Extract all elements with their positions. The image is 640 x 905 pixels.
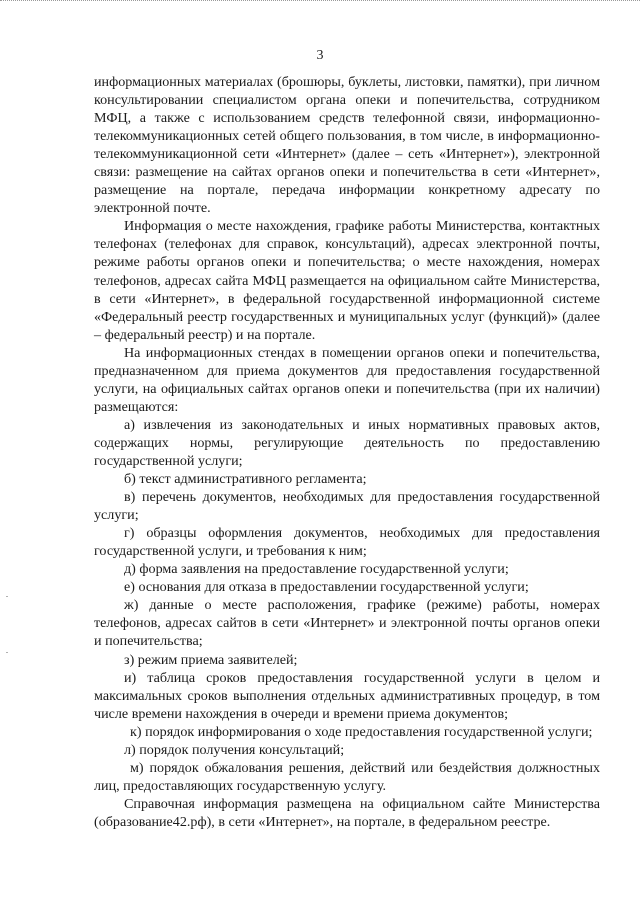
document-body — [94, 73, 600, 831]
scan-speck — [6, 596, 8, 597]
list-item-m: м) порядок обжалования решения, действий или бездействия должностных лиц, предоставляющих государственную услугу. — [94, 759, 600, 794]
list-item-v: в) перечень документов, необходимых для предоставления государственной услуги; — [94, 489, 600, 524]
paragraph-location-info: Информация о месте нахождения, графике работы Министерства, контактных телефонах (телефонах для справок, консультаций), адресах электронной почты, режиме работы органов опеки и попечительства; о месте нахождения, номерах телефонов, адресах сайта МФЦ размещается на официальном сайте Министерства, в сети «Интернет», в федеральной государственной информационной системе «Федеральный реестр государственных и муниципальных услуг (функций)» (далее – федеральный реестр) и на портале. — [94, 218, 600, 343]
list-item-g: г) образцы оформления документов, необходимых для предоставления государственной услуги, и требования к ним; — [94, 525, 600, 560]
list-item-e: е) основания для отказа в предоставлении государственной услуги; — [124, 579, 529, 596]
list-item-b: б) текст административного регламента; — [124, 471, 367, 488]
list-item-i: и) таблица сроков предоставления государственной услуги в целом и максимальных сроков выполнения отдельных административных процедур, в том числе времени нахождения в очереди и времени приема документов; — [94, 669, 600, 722]
list-item-d: д) форма заявления на предоставление государственной услуги; — [124, 561, 509, 578]
list-item-l: л) порядок получения консультаций; — [124, 741, 345, 758]
paragraph-reference-info: Справочная информация размещена на официальном сайте Министерства (образование42.рф), в сети «Интернет», на портале, в федеральном реестре. — [94, 795, 600, 830]
list-item-a: а) извлечения из законодательных и иных нормативных правовых актов, содержащих нормы, регулирующие деятельность по предоставлению государственной услуги; — [94, 416, 600, 469]
list-item-k: к) порядок информирования о ходе предоставления государственной услуги; — [130, 723, 593, 740]
paragraph-info-stands: На информационных стендах в помещении органов опеки и попечительства, предназначенном для приема документов для предоставления государственной услуги, на официальных сайтах органов опеки и попечительства (при их наличии) размещаются: — [94, 344, 600, 415]
list-item-zh: ж) данные о месте расположения, графике (режиме) работы, номерах телефонов, адресах сайтов в сети «Интернет» и электронной почты органов опеки и попечительства; — [94, 597, 600, 650]
scan-speck — [6, 652, 8, 653]
list-item-z: з) режим приема заявителей; — [124, 651, 298, 668]
scan-edge — [0, 0, 640, 3]
page-number: 3 — [316, 48, 324, 63]
paragraph-info-materials: информационных материалах (брошюры, буклеты, листовки, памятки), при личном консультировании специалистом органа опеки и попечительства, сотрудником МФЦ, а также с использованием средств телефонной связи, информационно-телекоммуникационных сетей общего пользования, в том числе, в информационно-телекоммуникационной сети «Интернет» (далее – сеть «Интернет»), электронной связи: размещение на сайтах органов опеки и попечительства в сети «Интернет», размещение на портале, передача информации конкретному адресату по электронной почте. — [94, 74, 600, 217]
